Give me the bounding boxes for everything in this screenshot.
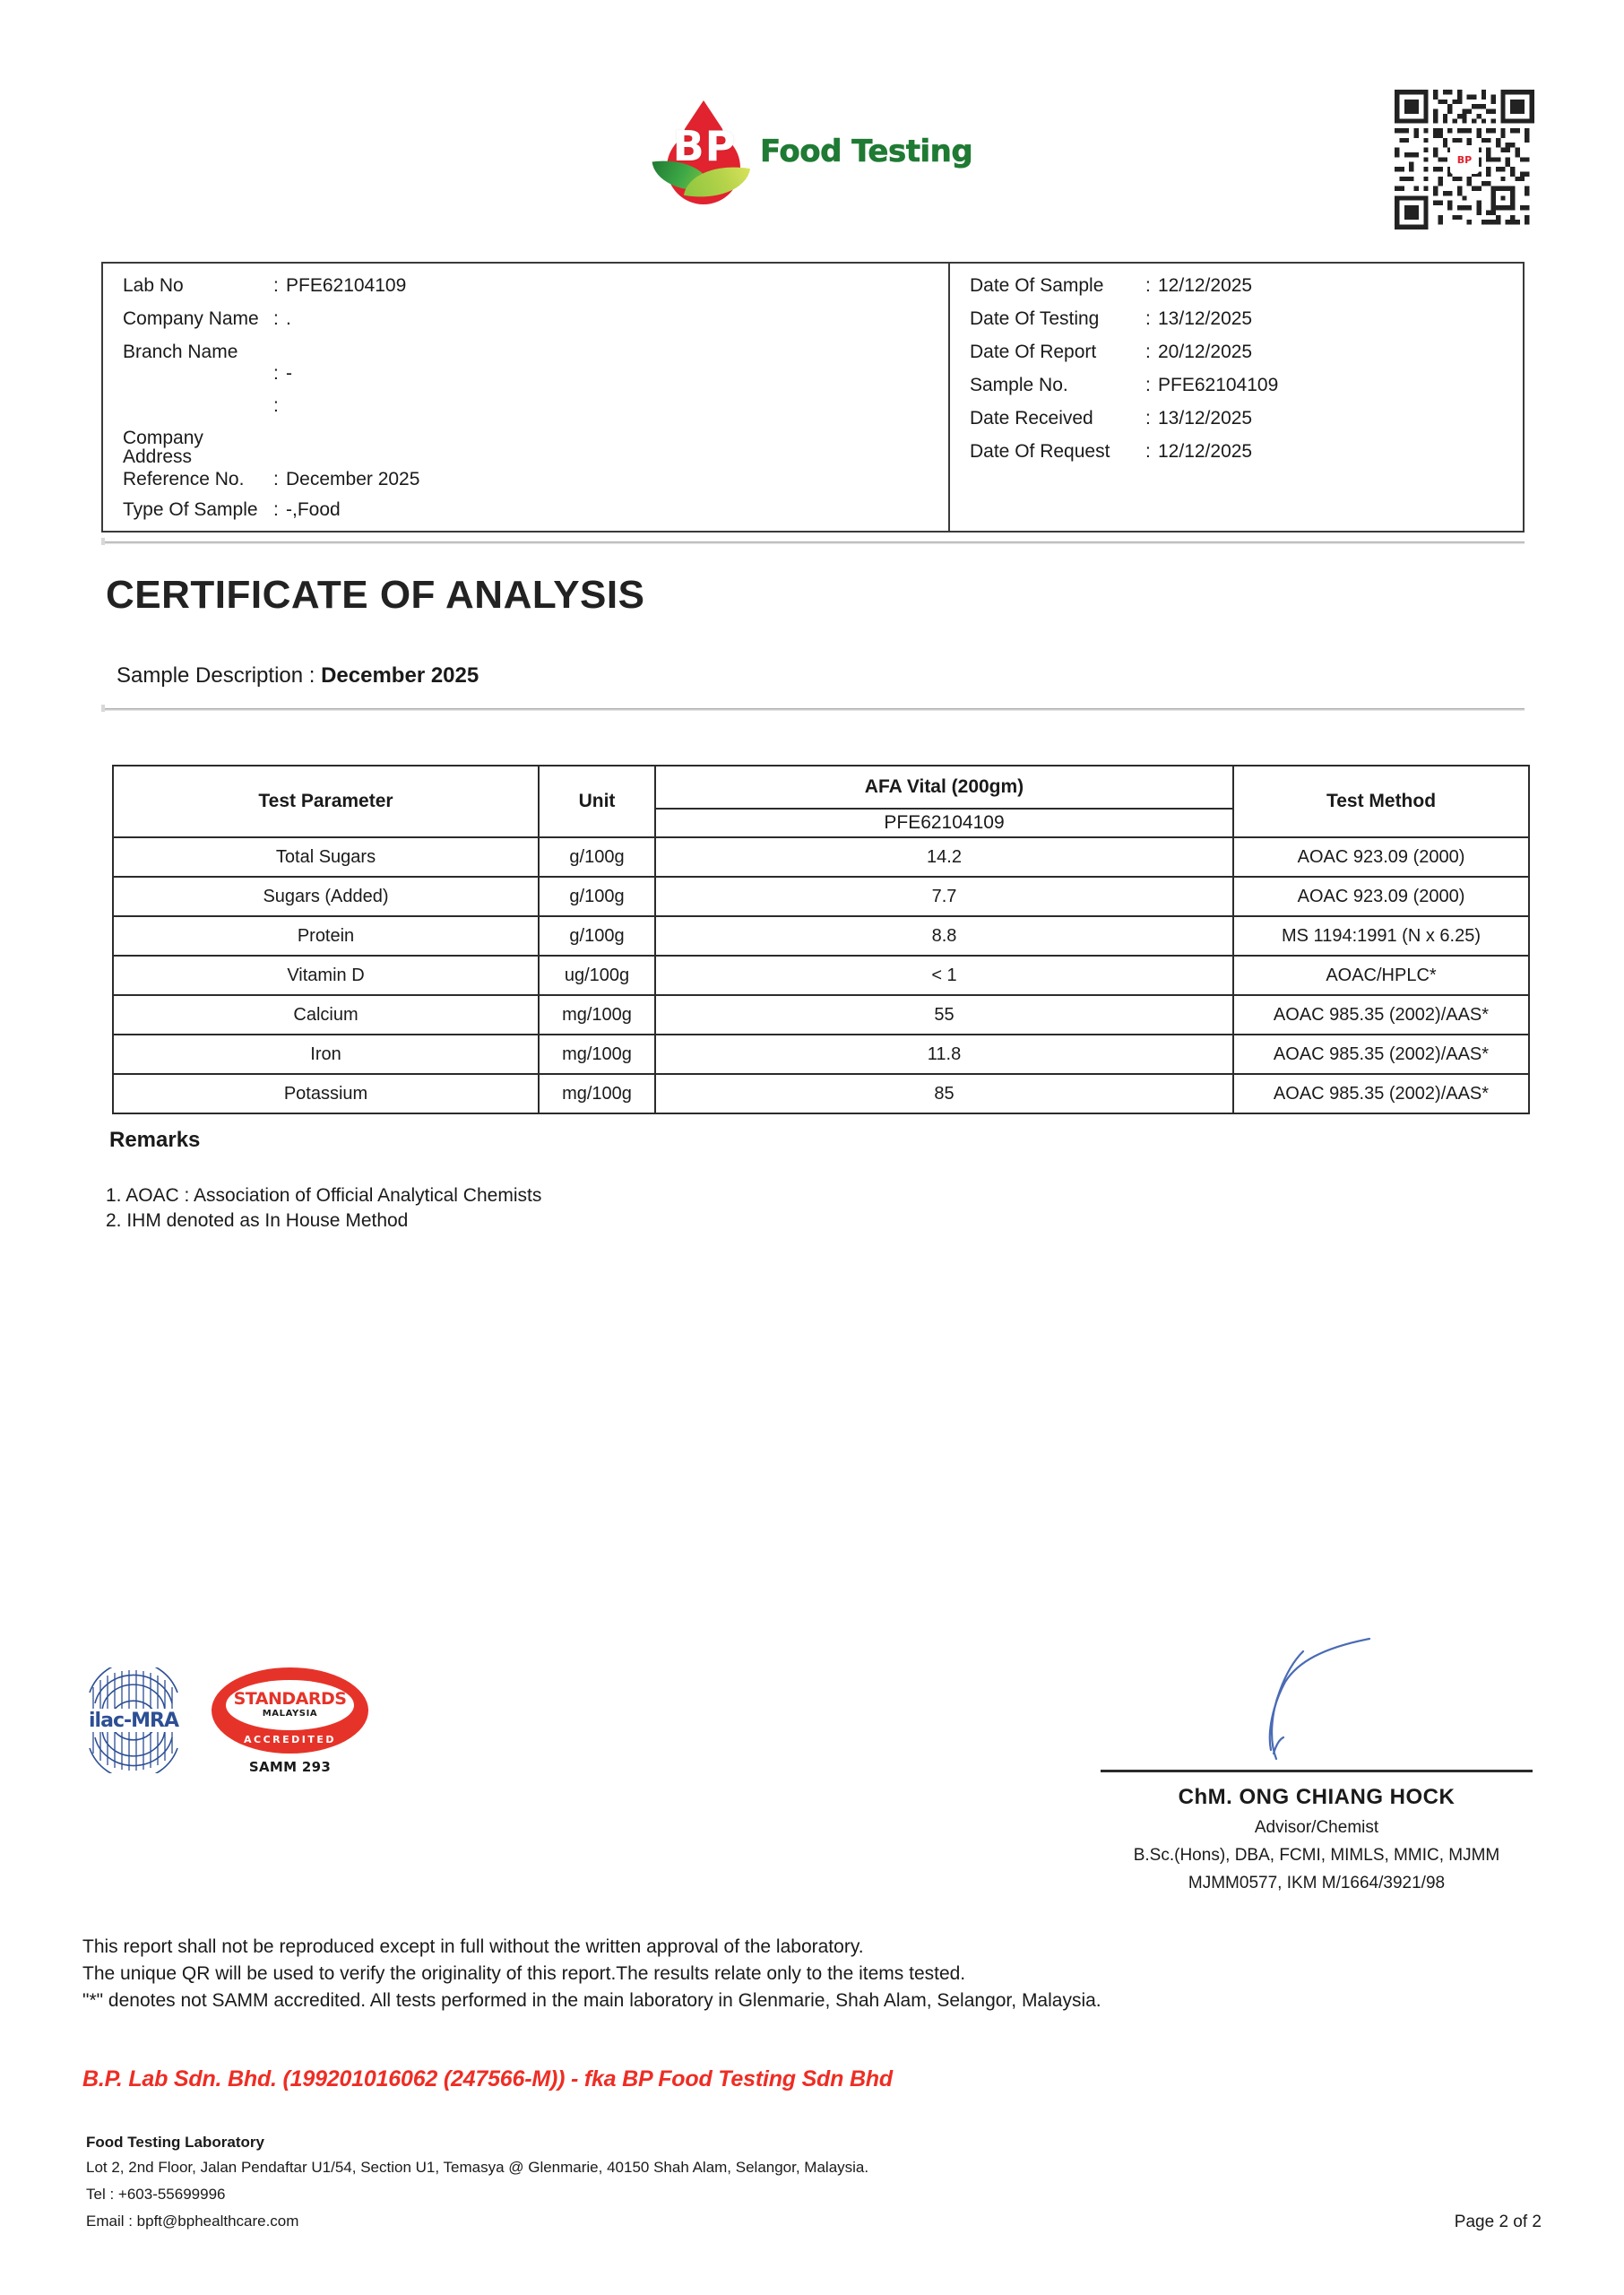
info-label: Branch Name: [123, 342, 238, 362]
info-separator: :: [1145, 308, 1151, 329]
info-value: PFE62104109: [1158, 375, 1279, 395]
cell-unit: g/100g: [539, 837, 655, 877]
signatory-name: ChM. ONG CHIANG HOCK: [1178, 1785, 1456, 1809]
accreditation-logos: [81, 1667, 368, 1775]
samm-standards-label: STANDARDS: [233, 1688, 347, 1709]
info-row-date-of-sample: [950, 276, 1252, 295]
logo-wordmark: Food Testing: [760, 134, 973, 169]
cell-value: 8.8: [655, 916, 1233, 956]
info-label: Company Name: [123, 308, 259, 329]
info-row-date-of-request: [950, 442, 1252, 461]
column-header-test-method: Test Method: [1233, 766, 1529, 837]
info-row-type-of-sample: [103, 500, 341, 519]
column-header-unit: Unit: [539, 766, 655, 837]
info-label: Company Address: [123, 428, 203, 467]
info-row-company-name: [103, 309, 291, 328]
signatory-qualifications: B.Sc.(Hons), DBA, FCMI, MIMLS, MMIC, MJMM: [1133, 1846, 1500, 1865]
cell-parameter: Vitamin D: [113, 956, 539, 995]
table-row: [113, 877, 1529, 916]
info-separator: :: [1145, 375, 1151, 395]
cell-method: AOAC/HPLC*: [1233, 956, 1529, 995]
cell-method: AOAC 923.09 (2000): [1233, 837, 1529, 877]
info-separator: :: [1145, 275, 1151, 296]
remark-item: 2. IHM denoted as In House Method: [106, 1209, 409, 1231]
info-row-branch-name: [103, 342, 273, 361]
info-label: Sample No.: [970, 375, 1068, 395]
cell-value: 55: [655, 995, 1233, 1035]
info-separator: :: [273, 363, 279, 384]
signatory-registration: MJMM0577, IKM M/1664/3921/98: [1188, 1874, 1446, 1892]
qr-center-logo-icon: BP: [1450, 145, 1479, 174]
sample-info-left-column: [103, 264, 950, 531]
logo-initials: BP: [672, 122, 737, 170]
cell-unit: ug/100g: [539, 956, 655, 995]
company-legal-name: B.P. Lab Sdn. Bhd. (199201016062 (247566-M)) - fka BP Food Testing Sdn Bhd: [82, 2066, 893, 2091]
info-value: 12/12/2025: [1158, 275, 1253, 296]
signature-mark-icon: [1101, 1632, 1533, 1768]
info-value: -: [286, 363, 292, 384]
sample-info-box: [101, 262, 1525, 533]
info-label: Type Of Sample: [123, 499, 258, 520]
cell-unit: mg/100g: [539, 1074, 655, 1113]
info-row-date-received: [950, 409, 1252, 428]
header-band: [0, 0, 1624, 251]
info-row-lab-no: [103, 276, 406, 295]
info-row-branch-name-value: [103, 364, 292, 383]
signatory-role: Advisor/Chemist: [1254, 1818, 1379, 1837]
cell-parameter: Sugars (Added): [113, 877, 539, 916]
laboratory-email: Email : bpft@bphealthcare.com: [86, 2213, 299, 2230]
bp-droplet-leaf-icon: [654, 99, 747, 204]
page-number: Page 2 of 2: [1454, 2213, 1542, 2231]
info-separator: :: [273, 308, 279, 329]
info-separator: :: [273, 499, 279, 520]
samm-code-label: SAMM 293: [248, 1759, 332, 1775]
cell-method: AOAC 985.35 (2002)/AAS*: [1233, 1074, 1529, 1113]
info-value: 12/12/2025: [1158, 441, 1253, 462]
ilac-mra-logo-icon: [81, 1667, 186, 1773]
cell-unit: g/100g: [539, 916, 655, 956]
sample-info-right-column: [950, 264, 1523, 531]
divider-below-sample-description: [101, 708, 1525, 711]
table-head: [113, 766, 1529, 837]
disclaimer-line-3: "*" denotes not SAMM accredited. All tests performed in the main laboratory in Glenmarie, Shah Alam, Selangor, Malaysia.: [82, 1989, 1101, 2011]
table-row: [113, 837, 1529, 877]
verification-qr-code[interactable]: [1395, 90, 1534, 230]
cell-parameter: Calcium: [113, 995, 539, 1035]
info-separator: :: [273, 469, 279, 489]
info-row-date-of-report: [950, 342, 1252, 361]
divider-below-info-box: [101, 541, 1525, 544]
cell-unit: mg/100g: [539, 995, 655, 1035]
info-label: Date Received: [970, 408, 1093, 429]
info-row-company-address: [103, 429, 273, 466]
sample-description-value: December 2025: [321, 663, 479, 688]
info-label: Lab No: [123, 275, 184, 296]
table-row: [113, 1074, 1529, 1113]
table-header-row-primary: [113, 766, 1529, 809]
cell-method: AOAC 923.09 (2000): [1233, 877, 1529, 916]
cell-method: AOAC 985.35 (2002)/AAS*: [1233, 1035, 1529, 1074]
laboratory-name: Food Testing Laboratory: [86, 2134, 264, 2151]
laboratory-tel: Tel : +603-55699996: [86, 2186, 226, 2203]
info-label: Date Of Request: [970, 441, 1110, 462]
footer-address-block: [86, 2134, 868, 2239]
samm-oval-icon: [212, 1667, 368, 1754]
info-row-reference-no: [103, 470, 419, 489]
test-results-table: [112, 765, 1530, 1114]
info-value: .: [286, 308, 291, 329]
page-title: CERTIFICATE OF ANALYSIS: [106, 573, 645, 617]
samm-accredited-label: ACCREDITED: [243, 1734, 336, 1745]
table-row: [113, 1035, 1529, 1074]
info-row-sample-no: [950, 376, 1278, 394]
samm-inner-oval: [226, 1680, 354, 1730]
info-value: 13/12/2025: [1158, 408, 1253, 429]
disclaimer-text: [82, 1934, 1101, 2014]
info-row-company-address-sep: [103, 396, 286, 415]
column-header-sample-name: AFA Vital (200gm): [655, 766, 1233, 809]
disclaimer-line-1: This report shall not be reproduced except in full without the written approval of the laboratory.: [82, 1936, 864, 1957]
info-label: Date Of Testing: [970, 308, 1100, 329]
cell-value: 14.2: [655, 837, 1233, 877]
cell-unit: g/100g: [539, 877, 655, 916]
disclaimer-line-2: The unique QR will be used to verify the originality of this report.The results relate only to the items tested.: [82, 1962, 966, 1984]
sample-description: [117, 663, 479, 688]
cell-method: MS 1194:1991 (N x 6.25): [1233, 916, 1529, 956]
cell-parameter: Iron: [113, 1035, 539, 1074]
info-separator: :: [1145, 342, 1151, 362]
signature-block: [1101, 1632, 1533, 1893]
remarks-heading: Remarks: [109, 1128, 201, 1152]
samm-accreditation-logo: [212, 1667, 368, 1775]
cell-value: 11.8: [655, 1035, 1233, 1074]
sample-description-label: Sample Description :: [117, 663, 322, 688]
bp-food-testing-logo: [654, 99, 972, 204]
info-value: 20/12/2025: [1158, 342, 1253, 362]
table-body: [113, 837, 1529, 1113]
signature-rule: [1101, 1770, 1533, 1772]
info-value: 13/12/2025: [1158, 308, 1253, 329]
samm-country-label: MALAYSIA: [262, 1708, 318, 1719]
info-separator: :: [1145, 441, 1151, 462]
svg-text:ilac-MRA: ilac-MRA: [89, 1710, 178, 1732]
info-value: -,Food: [286, 499, 341, 520]
info-value: PFE62104109: [286, 275, 407, 296]
cell-value: 85: [655, 1074, 1233, 1113]
info-label: Reference No.: [123, 469, 245, 489]
cell-parameter: Total Sugars: [113, 837, 539, 877]
info-separator: :: [1145, 408, 1151, 429]
cell-method: AOAC 985.35 (2002)/AAS*: [1233, 995, 1529, 1035]
cell-unit: mg/100g: [539, 1035, 655, 1074]
info-label: Date Of Sample: [970, 275, 1104, 296]
column-header-sample-code: PFE62104109: [655, 809, 1233, 837]
info-label: Date Of Report: [970, 342, 1097, 362]
cell-parameter: Potassium: [113, 1074, 539, 1113]
info-value: December 2025: [286, 469, 420, 489]
cell-value: 7.7: [655, 877, 1233, 916]
cell-value: < 1: [655, 956, 1233, 995]
laboratory-address: Lot 2, 2nd Floor, Jalan Pendaftar U1/54, Section U1, Temasya @ Glenmarie, 40150 Shah Alam, Selangor, Malaysia.: [86, 2159, 869, 2176]
table-row: [113, 995, 1529, 1035]
table-row: [113, 916, 1529, 956]
table-row: [113, 956, 1529, 995]
info-separator: :: [273, 395, 279, 416]
cell-parameter: Protein: [113, 916, 539, 956]
remarks-list: [106, 1183, 541, 1233]
remark-item: 1. AOAC : Association of Official Analytical Chemists: [106, 1185, 542, 1206]
info-row-date-of-testing: [950, 309, 1252, 328]
info-separator: :: [273, 275, 279, 296]
column-header-test-parameter: Test Parameter: [113, 766, 539, 837]
